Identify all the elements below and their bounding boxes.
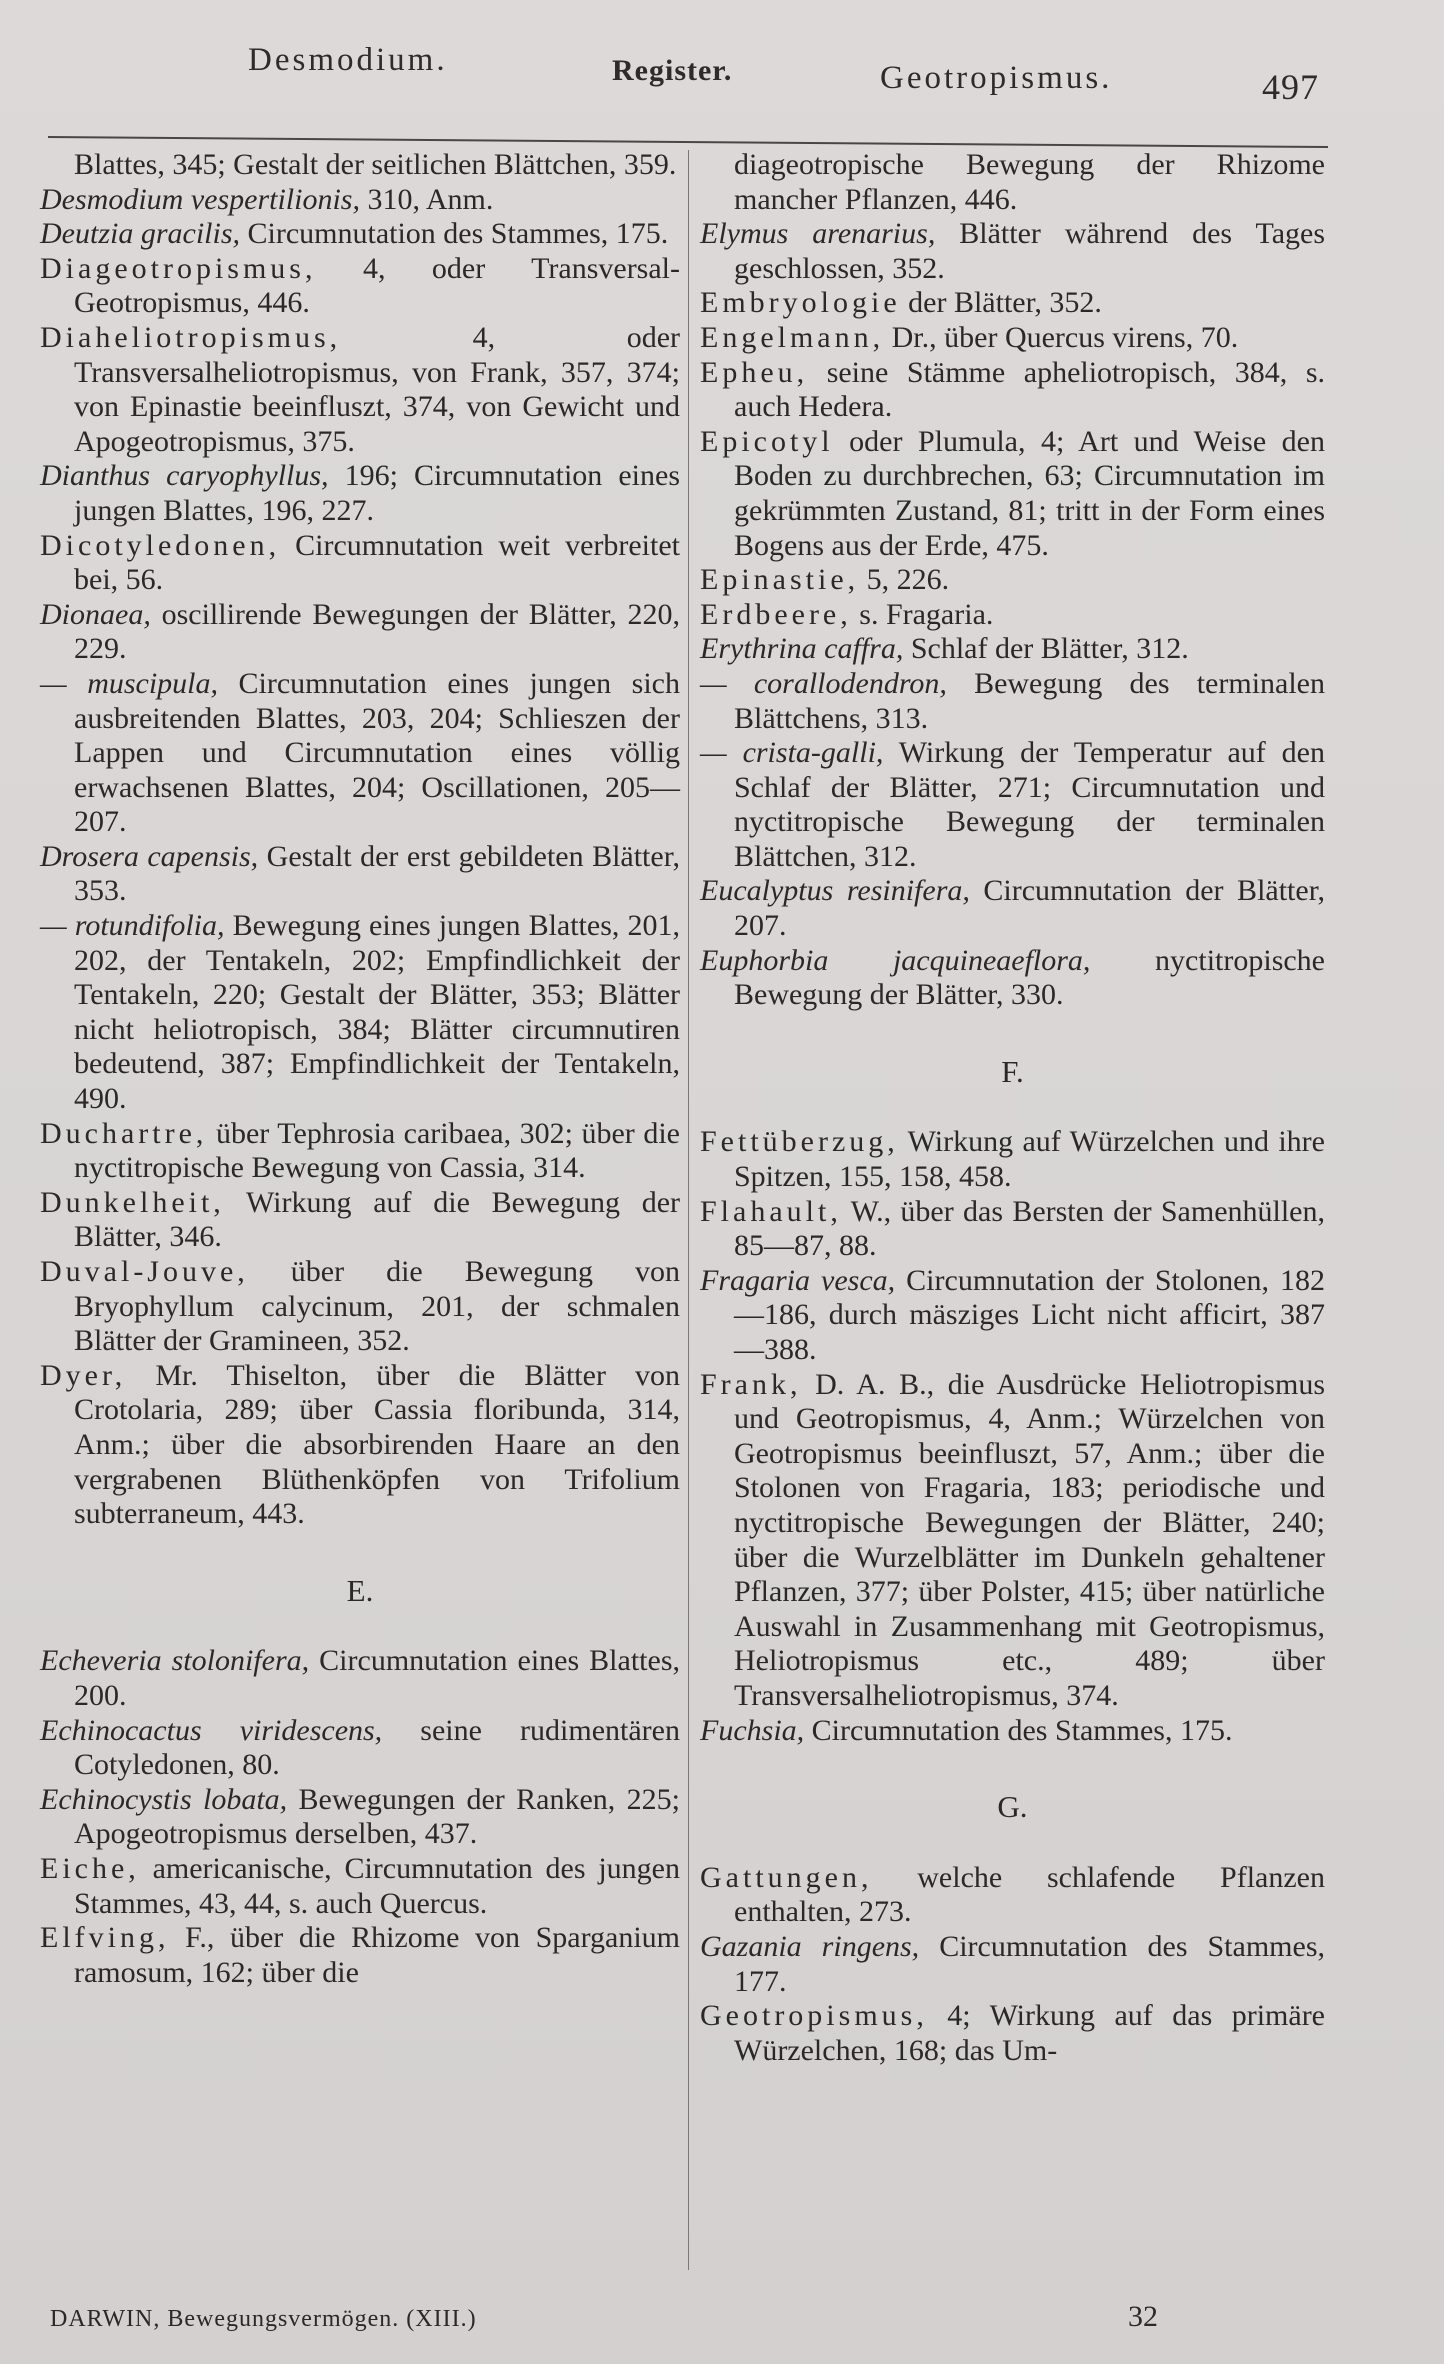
index-entry-text: Circumnutation weit verbreitet bei, 56. [74, 528, 680, 597]
index-entry [700, 563, 1325, 598]
index-entry-heading: Dianthus caryophyllus, [40, 459, 329, 493]
index-entry [700, 1930, 1325, 1999]
index-entry-heading: — muscipula, [40, 666, 219, 700]
index-entry-text: 4, oder Transversalheliotropismus, von Frank, 357, 374; von Epinastie beeinfluszt, 374, von Gewicht und Apogeotropismus, 375. [74, 320, 680, 458]
index-entry-heading: Echinocystis lobata, [40, 1782, 288, 1816]
index-section-letter: F. [1001, 1053, 1024, 1089]
index-entry [40, 321, 680, 459]
index-entry-continuation [700, 148, 1325, 217]
index-entry-text: oder Plumula, 4; Art und Weise den Boden zu durchbrechen, 63; Circumnutation im gekrümmten Zustand, 81; tritt in der Form eines Bogens aus der Erde, 475. [734, 424, 1325, 562]
index-entry [700, 1714, 1325, 1749]
index-entry [40, 667, 680, 840]
index-entry-text: Dr., über Quercus virens, 70. [884, 320, 1239, 354]
index-entry-text: 310, Anm. [359, 182, 494, 216]
index-entry-text: Circumnutation der Blätter, 207. [734, 874, 1325, 943]
page-footer [0, 2300, 1444, 2346]
index-entry-text: F., über die Rhizome von Sparganium ramosum, 162; über die [74, 1921, 680, 1989]
index-entry [40, 1644, 680, 1713]
index-entry [700, 667, 1325, 736]
index-entry-heading: Dicotyledonen, [40, 528, 281, 562]
index-entry-heading: Drosera capensis, [40, 839, 259, 873]
index-entry-text: Circumnutation eines jungen sich ausbreitenden Blattes, 203, 204; Schlieszen der Lappen und Circumnutation eines völlig erwachsenen Blattes, 204; Oscillationen, 205—207. [74, 666, 680, 839]
index-entry [40, 252, 680, 321]
index-entry-text: Circumnutation des Stammes, 175. [804, 1713, 1233, 1747]
index-entry-text: Gestalt der erst gebildeten Blätter, 353. [74, 839, 681, 908]
index-entry-text: Bewegung eines jungen Blattes, 201, 202, der Tentakeln, 202; Empfindlichkeit der Tentakeln, 220; Gestalt der Blätter, 353; Blätter nicht heliotropisch, 384; Blätter circumnutiren bedeutend, 387; Empfindlichkeit der Tentakeln, 490. [74, 909, 680, 1116]
index-entry-heading: Epicotyl [700, 424, 834, 458]
index-entry [700, 321, 1325, 356]
footer-sheet-number: 32 [1128, 2300, 1158, 2333]
index-entry [700, 1999, 1325, 2068]
index-entry-text: Circumnutation eines Blattes, 200. [74, 1644, 680, 1712]
index-entry-text: über Tephrosia caribaea, 302; über die nyctitropische Bewegung von Cassia, 314. [74, 1116, 680, 1185]
index-entry [700, 944, 1325, 1013]
index-entry-heading: Fragaria vesca, [700, 1263, 896, 1297]
index-entry [700, 1368, 1325, 1714]
index-entry-text: Mr. Thiselton, über die Blätter von Crotolaria, 289; über Cassia floribunda, 314, Anm.; über die absorbirenden Haare an den vergrabenen Blüthenköpfen von Trifolium subterraneum, 443. [74, 1358, 680, 1531]
index-entry-text: 196; Circumnutation eines jungen Blattes, 196, 227. [74, 459, 681, 527]
index-entry [40, 1921, 680, 1990]
index-entry [40, 1714, 680, 1783]
index-entry-heading: Erythrina caffra, [700, 632, 904, 666]
index-column-left [40, 148, 680, 1990]
running-header [0, 36, 1444, 106]
index-entry [40, 183, 680, 218]
index-entry-heading: Fuchsia, [700, 1713, 805, 1747]
index-entry-heading: Frank, [700, 1367, 802, 1401]
index-entry [700, 356, 1325, 425]
index-entry [700, 425, 1325, 563]
index-entry-heading: Elfving, [40, 1921, 170, 1955]
index-entry-heading: Epheu, [700, 355, 809, 389]
index-entry-heading: Echeveria stolonifera, [40, 1644, 310, 1678]
index-entry [40, 1255, 680, 1359]
index-entry [40, 1783, 680, 1852]
index-entry-heading: Gattungen, [700, 1860, 873, 1894]
index-entry [40, 840, 680, 909]
index-entry-text: seine rudimentären Cotyledonen, 80. [74, 1713, 680, 1782]
index-entry-heading: — crista-galli, [700, 736, 884, 770]
index-column-right [700, 148, 1325, 2068]
index-entry-text: welche schlafende Pflanzen enthalten, 273. [734, 1860, 1325, 1929]
index-entry [700, 286, 1325, 321]
index-entry-heading: Eiche, [40, 1851, 140, 1885]
index-entry [700, 1264, 1325, 1368]
index-entry-heading: Fettüberzug, [700, 1125, 899, 1159]
index-entry [700, 598, 1325, 633]
index-entry-heading: Epinastie, [700, 563, 860, 597]
index-entry-text: seine Stämme apheliotropisch, 384, s. auch Hedera. [734, 355, 1325, 424]
index-entry [700, 632, 1325, 667]
index-entry-heading: Deutzia gracilis, [40, 217, 240, 251]
index-entry-text: Blätter während des Tages geschlossen, 352. [734, 217, 1325, 285]
index-entry-text: Wirkung auf Würzelchen und ihre Spitzen, 155, 158, 458. [734, 1125, 1325, 1194]
index-entry-heading: Elymus arenarius, [700, 217, 936, 251]
index-entry [40, 1117, 680, 1186]
index-entry-text: Wirkung der Temperatur auf den Schlaf der Blätter, 271; Circumnutation und nyctitropische Bewegung der terminalen Blättchen, 312. [734, 736, 1325, 873]
index-entry [700, 217, 1325, 286]
index-entry-heading: Echinocactus viridescens, [40, 1713, 383, 1747]
header-title: Register. [612, 54, 733, 87]
index-entry-continuation [40, 148, 680, 183]
index-entry [700, 1125, 1325, 1194]
index-entry-text: diageotropische Bewegung der Rhizome mancher Pflanzen, 446. [734, 148, 1325, 216]
index-entry-text: über die Bewegung von Bryophyllum calycinum, 201, der schmalen Blätter der Gramineen, 352. [74, 1255, 680, 1358]
index-entry-text: 4; Wirkung auf das primäre Würzelchen, 168; das Um- [734, 1999, 1325, 2067]
index-entry-heading: Duval-Jouve, [40, 1255, 249, 1288]
index-entry-text: Schlaf der Blätter, 312. [903, 632, 1189, 666]
index-entry-heading: Eucalyptus resinifera, [700, 874, 970, 908]
index-entry-text: nyctitropische Bewegung der Blätter, 330. [734, 943, 1325, 1012]
index-entry-heading: Desmodium vespertilionis, [40, 182, 360, 216]
index-entry-heading: Engelmann, [700, 320, 885, 354]
index-entry-text: Circumnutation der Stolonen, 182—186, durch mäsziges Licht nicht afficirt, 387—388. [734, 1263, 1325, 1366]
index-entry-text: americanische, Circumnutation des jungen Stammes, 43, 44, s. auch Quercus. [74, 1851, 680, 1920]
index-entry-text: 5, 226. [859, 563, 950, 597]
index-entry-heading: Dyer, [40, 1358, 127, 1392]
index-entry-heading: Erdbeere, [700, 597, 852, 631]
index-entry [40, 1852, 680, 1921]
index-entry [700, 1861, 1325, 1930]
page-number: 497 [1262, 67, 1319, 107]
header-rule [48, 136, 1328, 148]
index-entry-text: der Blätter, 352. [900, 286, 1102, 320]
index-entry-text: D. A. B., die Ausdrücke Heliotropismus und Geotropismus, 4, Anm.; Würzelchen von Geotropismus beeinfluszt, 57, Anm.; über die Stolonen von Fragaria, 183; periodische und nyctitropische Bewegungen der Blätter, 240; über die Wurzelblätter im Dunkeln gehaltener Pflanzen, 377; über Polster, 415; über natürliche Auswahl in Zusammenhang mit Geotropismus, Heliotropismus etc., 489; über Transversalheliotropismus, 374. [734, 1367, 1325, 1712]
index-entry-text: Bewegungen der Ranken, 225; Apogeotropismus derselben, 437. [74, 1782, 680, 1851]
index-entry-heading: Duchartre, [40, 1116, 208, 1150]
index-entry-text: Wirkung auf die Bewegung der Blätter, 346. [74, 1185, 680, 1254]
index-entry-text: 4, oder Transversal-Geotropismus, 446. [74, 251, 680, 320]
index-entry-heading: Dionaea, [40, 597, 151, 631]
index-entry-text: Circumnutation des Stammes, 177. [734, 1929, 1325, 1998]
index-entry-heading: Diageotropismus, [40, 251, 317, 285]
index-entry-text: Circumnutation des Stammes, 175. [240, 217, 669, 251]
index-entry [40, 529, 680, 598]
index-entry [40, 1359, 680, 1532]
index-entry-heading: Euphorbia jacquineaeflora, [700, 943, 1091, 977]
index-entry-heading: Diaheliotropismus, [40, 320, 342, 354]
index-entry-heading: Dunkelheit, [40, 1185, 225, 1219]
index-entry [700, 1195, 1325, 1264]
index-entry-heading: — rotundifolia, [40, 909, 225, 943]
index-entry-text: Blattes, 345; Gestalt der seitlichen Blättchen, 359. [74, 148, 677, 181]
index-entry-heading: Gazania ringens, [700, 1929, 920, 1963]
index-entry [40, 217, 680, 252]
index-entry-text: oscillirende Bewegungen der Blätter, 220, 229. [74, 597, 680, 666]
index-entry-heading: Embryologie [700, 286, 901, 320]
column-divider [688, 150, 689, 2270]
index-entry [40, 459, 680, 528]
index-entry-heading: Geotropismus, [700, 1999, 928, 2033]
index-entry [700, 874, 1325, 943]
header-left-keyword: Desmodium. [248, 42, 448, 78]
index-section-letter: E. [346, 1572, 374, 1608]
index-section-letter: G. [997, 1789, 1028, 1825]
footer-signature: DARWIN, Bewegungsvermögen. (XIII.) [50, 2306, 477, 2332]
index-entry [40, 909, 680, 1117]
header-right-keyword: Geotropismus. [880, 60, 1113, 96]
index-entry [40, 598, 680, 667]
index-entry-text: s. Fragaria. [851, 597, 994, 631]
index-entry [700, 736, 1325, 874]
index-entry-heading: — corallodendron, [700, 666, 947, 700]
index-entry [40, 1186, 680, 1255]
index-entry-text: W., über das Bersten der Samenhüllen, 85—87, 88. [734, 1194, 1325, 1263]
index-entry-text: Bewegung des terminalen Blättchens, 313. [734, 666, 1325, 735]
index-entry-heading: Flahault, [700, 1194, 842, 1228]
